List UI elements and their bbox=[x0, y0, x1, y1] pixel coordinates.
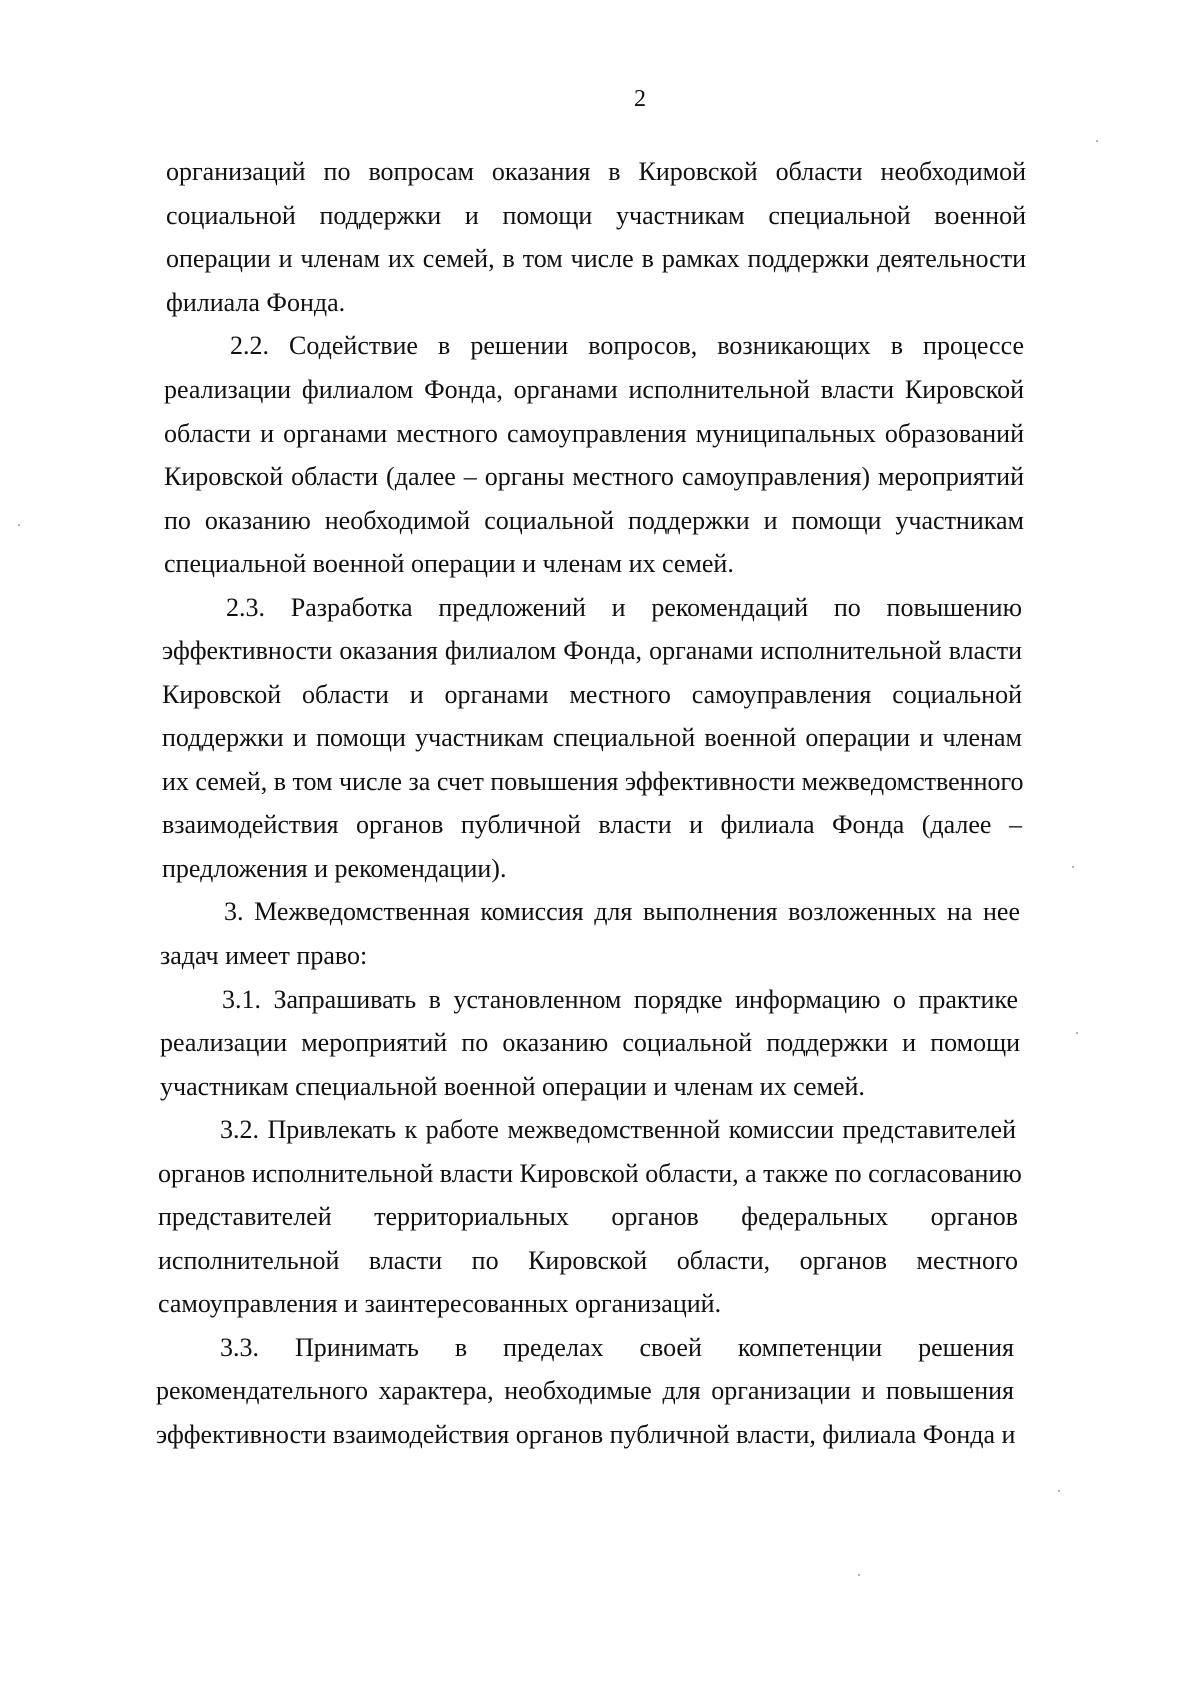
text-line: организаций по вопросам оказания в Кировской области необходимой bbox=[166, 157, 1026, 186]
text-line: Кировской области и органами местного самоуправления социальной bbox=[162, 680, 1022, 709]
text-line: реализации филиалом Фонда, органами исполнительной власти Кировской bbox=[164, 375, 1024, 404]
text-line: участникам специальной военной операции и членам их семей. bbox=[160, 1072, 865, 1101]
text-line: специальной военной операции и членам их семей. bbox=[164, 549, 734, 578]
scan-speck bbox=[18, 524, 20, 526]
text-line: взаимодействия органов публичной власти и филиала Фонда (далее – bbox=[162, 810, 1022, 839]
text-line: операции и членам их семей, в том числе в рамках поддержки деятельности bbox=[166, 244, 1026, 273]
text-line: 3.3. Принимать в пределах своей компетенции решения bbox=[220, 1333, 1014, 1362]
text-line: задач имеет право: bbox=[160, 941, 368, 970]
text-line: поддержки и помощи участникам специальной военной операции и членам bbox=[162, 723, 1022, 752]
text-line: исполнительной власти по Кировской области, органов местного bbox=[158, 1246, 1018, 1275]
text-line: предложения и рекомендации). bbox=[162, 854, 507, 883]
text-line: их семей, в том числе за счет повышения эффективности межведомственного bbox=[162, 767, 1024, 796]
text-line: филиала Фонда. bbox=[166, 288, 346, 317]
scan-speck bbox=[1096, 140, 1098, 142]
text-line: эффективности взаимодействия органов публичной власти, филиала Фонда и bbox=[156, 1420, 1016, 1449]
text-line: 3.1. Запрашивать в установленном порядке информацию о практике bbox=[222, 985, 1018, 1014]
text-line: по оказанию необходимой социальной поддержки и помощи участникам bbox=[164, 506, 1024, 535]
page-number: 2 bbox=[634, 86, 646, 112]
text-line: 2.2. Содействие в решении вопросов, возникающих в процессе bbox=[230, 331, 1024, 360]
text-line: 3.2. Привлекать к работе межведомственной комиссии представителей bbox=[220, 1115, 1016, 1144]
text-line: реализации мероприятий по оказанию социальной поддержки и помощи bbox=[160, 1028, 1020, 1057]
text-line: социальной поддержки и помощи участникам специальной военной bbox=[166, 201, 1026, 230]
text-line: рекомендательного характера, необходимые для организации и повышения bbox=[156, 1376, 1014, 1405]
text-line: эффективности оказания филиалом Фонда, органами исполнительной власти bbox=[162, 636, 1022, 665]
text-line: органов исполнительной власти Кировской области, а также по согласованию bbox=[158, 1159, 1022, 1188]
scan-speck bbox=[1076, 1032, 1078, 1034]
text-line: самоуправления и заинтересованных организаций. bbox=[158, 1289, 722, 1318]
text-line: области и органами местного самоуправления муниципальных образований bbox=[164, 419, 1024, 448]
scan-speck bbox=[1058, 1490, 1060, 1492]
text-line: Кировской области (далее – органы местного самоуправления) мероприятий bbox=[164, 462, 1024, 491]
scan-speck bbox=[858, 1574, 860, 1576]
text-line: представителей территориальных органов федеральных органов bbox=[158, 1202, 1018, 1231]
text-line: 3. Межведомственная комиссия для выполнения возложенных на нее bbox=[224, 897, 1020, 926]
scan-speck bbox=[1072, 866, 1074, 868]
text-line: 2.3. Разработка предложений и рекомендаций по повышению bbox=[226, 593, 1022, 622]
